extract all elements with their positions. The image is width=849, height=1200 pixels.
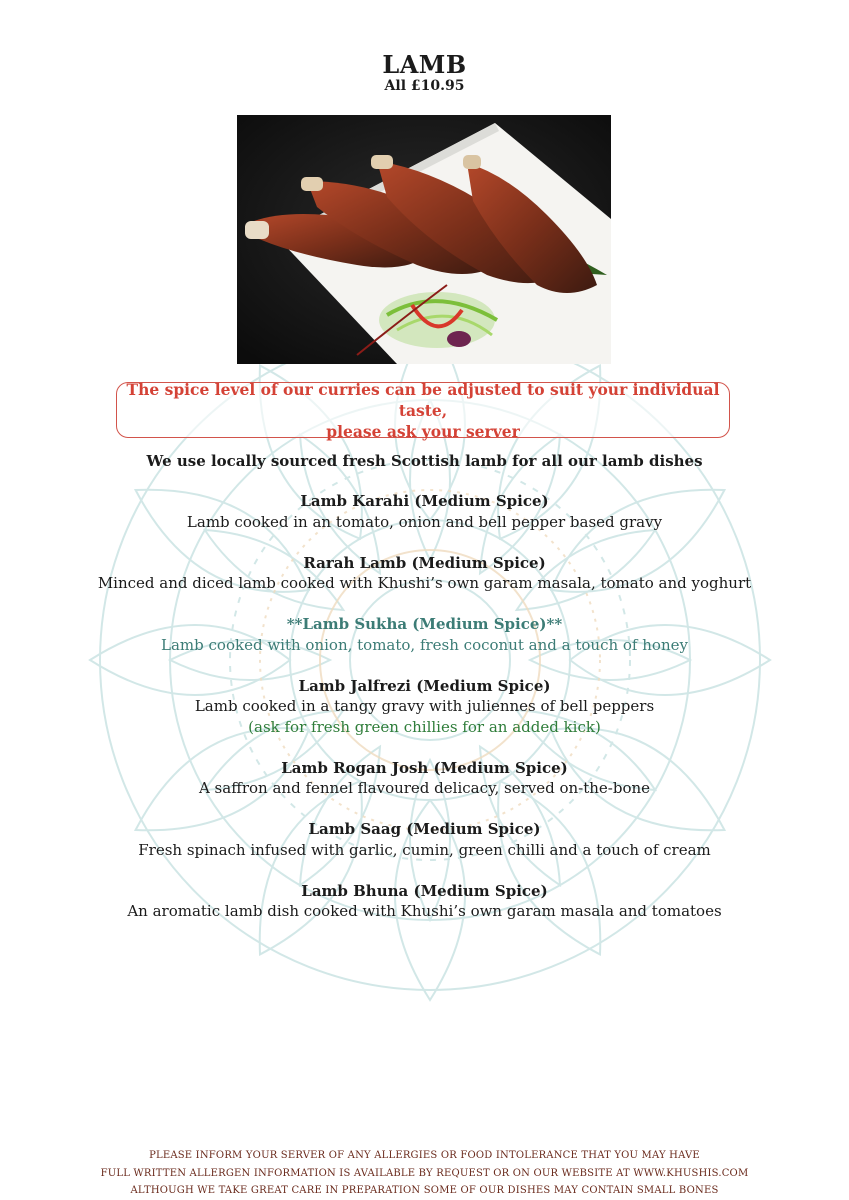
dish-name: Lamb Saag (Medium Spice) [308, 820, 541, 838]
footer-line-2: FULL WRITTEN ALLERGEN INFORMATION IS AVAILABLE BY REQUEST OR ON OUR WEBSITE AT WWW.KHUSHIS.COM [100, 1167, 749, 1179]
footer-line-1: PLEASE INFORM YOUR SERVER OF ANY ALLERGIES OR FOOD INTOLERANCE THAT YOU MAY HAVE [149, 1150, 700, 1161]
dish-item-lamb-bhuna [0, 881, 849, 922]
dish-item-rarah-lamb [0, 553, 849, 594]
notice-line-2: please ask your server [326, 421, 520, 441]
dish-item-lamb-jalfrezi [0, 676, 849, 738]
dish-name: Lamb Rogan Josh (Medium Spice) [281, 758, 568, 777]
dish-name: Lamb Karahi (Medium Spice) [300, 492, 549, 510]
notice-line-1: The spice level of our curries can be adjusted to suit your individual taste, [126, 379, 720, 420]
sourcing-note: We use locally sourced fresh Scottish lamb for all our lamb dishes [146, 452, 703, 470]
dish-name: Rarah Lamb (Medium Spice) [303, 553, 546, 572]
dish-name: Lamb Jalfrezi (Medium Spice) [298, 676, 551, 695]
dish-description: Minced and diced lamb cooked with Khushi’s own garam masala, tomato and yoghurt [97, 574, 752, 592]
allergen-footer [0, 1147, 849, 1200]
dish-item-lamb-karahi [0, 491, 849, 532]
footer-line-3: ALTHOUGH WE TAKE GREAT CARE IN PREPARATION SOME OF OUR DISHES MAY CONTAIN SMALL BONES [130, 1185, 719, 1196]
dish-description: Lamb cooked in a tangy gravy with juliennes of bell peppers [194, 697, 655, 715]
dish-description: An aromatic lamb dish cooked with Khushi’s own garam masala and tomatoes [127, 902, 722, 920]
dish-description: Fresh spinach infused with garlic, cumin, green chilli and a touch of cream [138, 840, 711, 859]
dish-description: Lamb cooked in an tomato, onion and bell pepper based gravy [186, 512, 663, 531]
dish-description: Lamb cooked with onion, tomato, fresh coconut and a touch of honey [161, 635, 688, 654]
dish-list [0, 491, 849, 942]
dish-name: **Lamb Sukha (Medium Spice)** [286, 615, 563, 633]
price-note: All £10.95 [384, 78, 465, 94]
spice-level-notice [116, 379, 730, 441]
dish-item-lamb-rogan-josh [0, 758, 849, 799]
page-title: LAMB [382, 50, 467, 79]
dish-extra-note: (ask for fresh green chillies for an added kick) [248, 717, 601, 736]
dish-name: Lamb Bhuna (Medium Spice) [301, 881, 548, 900]
dish-item-lamb-sukha [0, 614, 849, 655]
lamb-chops-photo [237, 115, 611, 364]
dish-item-lamb-saag [0, 819, 849, 860]
dish-description: A saffron and fennel flavoured delicacy, served on-the-bone [198, 779, 651, 797]
